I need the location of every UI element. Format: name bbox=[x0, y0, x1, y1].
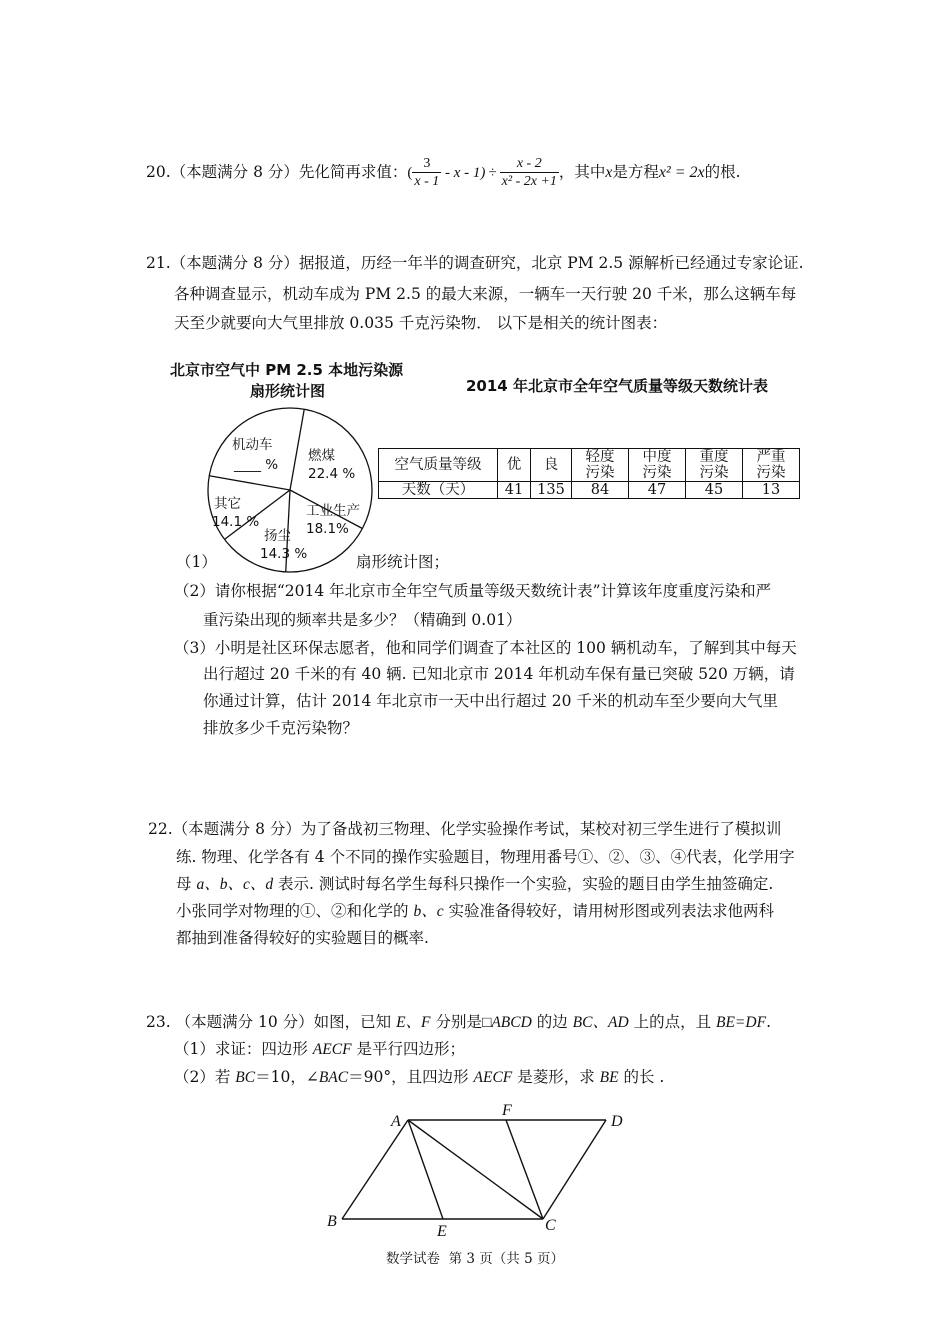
q22-line5: 都抽到准备得较好的实验题目的概率. bbox=[176, 929, 429, 947]
q20-text-end: 的根. bbox=[704, 163, 741, 181]
table-header-cell: 轻度 污染 bbox=[572, 449, 629, 482]
pie-value-motor: ____ % bbox=[234, 457, 279, 473]
table-header-cell: 中度 污染 bbox=[629, 449, 686, 482]
q21-line2: 各种调查显示，机动车成为 PM 2.5 的最大来源，一辆车一天行驶 20 千米，那么这辆车每 bbox=[174, 285, 797, 303]
segment-FC bbox=[506, 1120, 543, 1219]
q20-fraction-1: $\frac{3}{x - 1}$ bbox=[414, 156, 440, 189]
label-F: F bbox=[502, 1102, 512, 1119]
q22-line4: 小张同学对物理的①、②和化学的 b、c 实验准备得较好，请用树形图或列表法求他两科 bbox=[176, 902, 775, 920]
q20-intro: 先化简再求值： bbox=[298, 163, 408, 181]
label-D: D bbox=[611, 1113, 623, 1130]
q20-text-after: ，其中 bbox=[558, 163, 606, 181]
table-title: 2014 年北京市全年空气质量等级天数统计表 bbox=[466, 377, 768, 395]
pie-chart bbox=[200, 405, 380, 580]
table-row bbox=[379, 482, 800, 499]
q20-number: 20. bbox=[146, 163, 171, 181]
page-footer: 数学试卷 第 3 页（共 5 页） bbox=[386, 1251, 564, 1267]
table-cell: 13 bbox=[743, 482, 800, 499]
q20-paren: ( bbox=[407, 165, 413, 181]
pie-slice-boundary bbox=[209, 476, 290, 490]
pie-label-other: 其它 bbox=[214, 496, 241, 512]
table-row-label: 天数（天） bbox=[379, 482, 498, 499]
pie-title-1: 北京市空气中 PM 2.5 本地污染源 bbox=[170, 361, 404, 379]
q22-line2: 练. 物理、化学各有 4 个不同的操作实验题目，物理用番号①、②、③、④代表，化学用字 bbox=[176, 848, 795, 866]
table-cell: 135 bbox=[531, 482, 572, 499]
pie-label-industry: 工业生产 bbox=[306, 503, 360, 519]
segment-DC bbox=[543, 1120, 606, 1219]
q22-line3: 母 a、b、c、d 表示. 测试时每名学生每科只操作一个实验，实验的题目由学生抽签确定. bbox=[176, 875, 774, 893]
table-cell: 45 bbox=[686, 482, 743, 499]
q23-sub1: （1）求证：四边形 AECF 是平行四边形； bbox=[174, 1040, 465, 1058]
q20-line bbox=[146, 150, 741, 195]
table-header-cell: 严重 污染 bbox=[743, 449, 800, 482]
label-E: E bbox=[437, 1223, 447, 1240]
segment-AC bbox=[408, 1120, 543, 1219]
q21-sub3-line3: 你通过计算，估计 2014 年北京市一天中出行超过 20 千米的机动车至少要向大气里 bbox=[203, 692, 778, 710]
pie-label-coal: 燃煤 bbox=[308, 448, 335, 464]
pie-value-industry: 18.1% bbox=[306, 521, 349, 537]
q23-sub2: （2）若 BC＝10，∠BAC＝90°，且四边形 AECF 是菱形，求 BE 的长 . bbox=[174, 1068, 665, 1086]
table-header-cell: 重度 污染 bbox=[686, 449, 743, 482]
q23-line1: 23. （本题满分 10 分）如图，已知 E、F 分别是□ABCD 的边 BC、AD 上的点，且 BE=DF. bbox=[146, 1013, 771, 1031]
q20-var-x: x bbox=[605, 164, 613, 181]
q20-divide: ÷ bbox=[488, 165, 497, 181]
q21-sub1-start: （1） bbox=[176, 553, 217, 571]
q21-line3: 天至少就要向大气里排放 0.035 千克污染物． 以下是相关的统计图表： bbox=[174, 314, 668, 332]
q20-score: （本题满分 8 分） bbox=[170, 163, 299, 181]
pie-value-coal: 22.4 % bbox=[308, 466, 356, 482]
pie-title-2: 扇形统计图 bbox=[250, 382, 326, 400]
table-cell: 47 bbox=[629, 482, 686, 499]
table-cell: 84 bbox=[572, 482, 629, 499]
segment-AE bbox=[408, 1120, 443, 1219]
q20-equation: x² = 2x bbox=[658, 164, 705, 181]
table-header-row bbox=[379, 449, 800, 482]
air-quality-table bbox=[378, 448, 800, 499]
pie-label-motor: 机动车 bbox=[232, 437, 273, 453]
table-cell: 41 bbox=[498, 482, 531, 499]
q21-sub3-line2: 出行超过 20 千米的有 40 辆. 已知北京市 2014 年机动车保有量已突破 520 万辆，请 bbox=[203, 665, 795, 683]
q21-sub2-line2: 重污染出现的频率共是多少？（精确到 0.01） bbox=[203, 611, 522, 629]
pie-label-dust: 扬尘 bbox=[264, 528, 291, 544]
q21-sub2-line1: （2）请你根据“2014 年北京市全年空气质量等级天数统计表”计算该年度重度污染和严 bbox=[174, 582, 772, 600]
q20-fraction-2: $\frac{x - 2}{\text{x² - 2x +1}}$ bbox=[501, 156, 557, 189]
label-A: A bbox=[391, 1113, 401, 1130]
parallelogram-figure bbox=[320, 1098, 640, 1240]
label-C: C bbox=[545, 1217, 556, 1234]
pie-value-dust: 14.3 % bbox=[260, 546, 308, 562]
q21-sub3-line1: （3）小明是社区环保志愿者，他和同学们调查了本社区的 100 辆机动车，了解到其中每天 bbox=[174, 639, 797, 657]
table-header-cell: 空气质量等级 bbox=[379, 449, 498, 482]
q21-line1: 21.（本题满分 8 分）据报道，历经一年半的调查研究，北京 PM 2.5 源解析已经通过专家论证. bbox=[146, 254, 804, 272]
q20-expr-mid: - x - 1) bbox=[441, 165, 486, 181]
q20-text-after2: 是方程 bbox=[612, 163, 659, 181]
q21-sub3-line4: 排放多少千克污染物？ bbox=[203, 719, 359, 737]
pie-value-other: 14.1 % bbox=[212, 514, 260, 530]
q21-sub1-tail: 扇形统计图； bbox=[356, 553, 450, 571]
table-header-cell: 良 bbox=[531, 449, 572, 482]
q22-line1: 22.（本题满分 8 分）为了备战初三物理、化学实验操作考试，某校对初三学生进行了模拟训 bbox=[148, 820, 782, 838]
label-B: B bbox=[327, 1213, 337, 1230]
pie-slice-boundary bbox=[290, 409, 304, 490]
table-header-cell: 优 bbox=[498, 449, 531, 482]
segment-AB bbox=[342, 1120, 408, 1219]
